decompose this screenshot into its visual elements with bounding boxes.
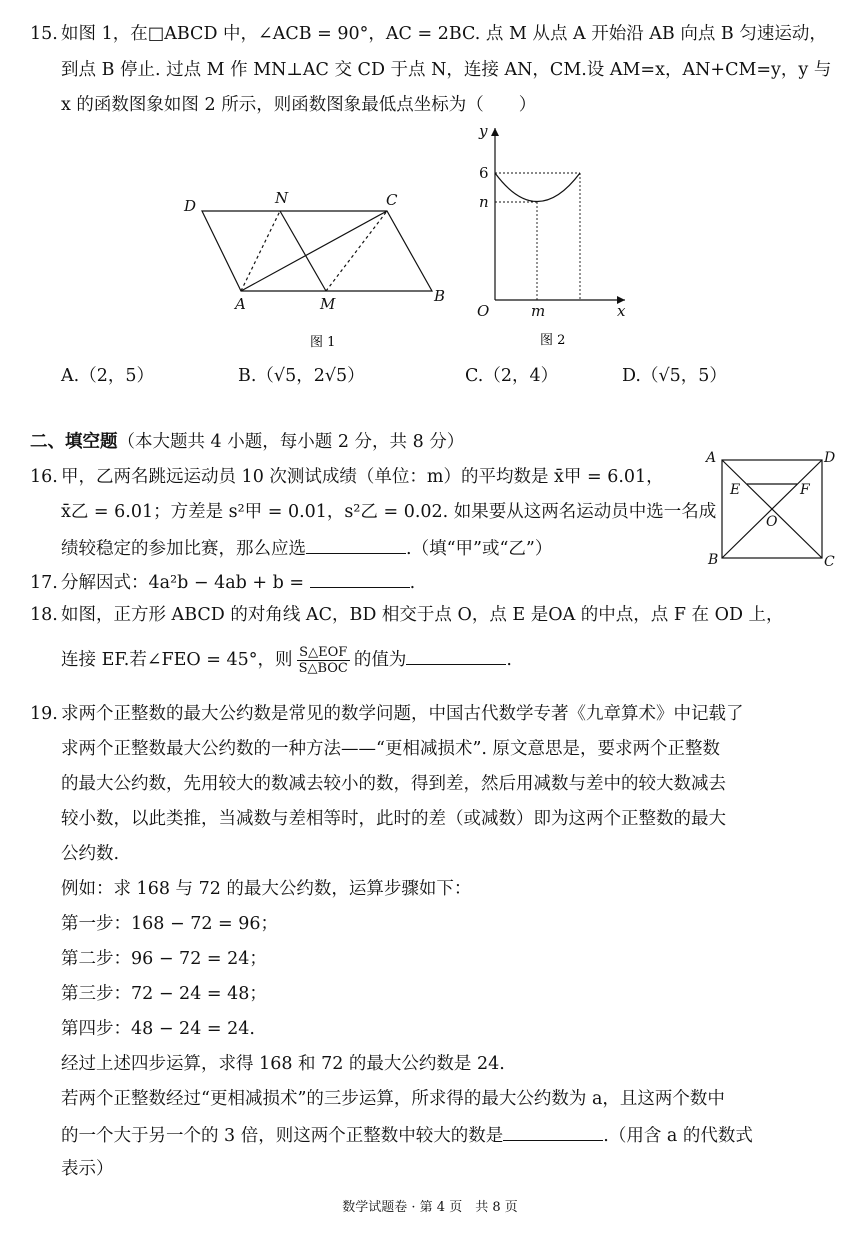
section-2-title: 二、填空题 (30, 432, 118, 452)
label-n-axis: n (479, 193, 489, 211)
q19-line-11: 若两个正整数经过“更相减损术”的三步运算，所求得的最大公约数为 a，且这两个数中 (61, 1089, 725, 1109)
label-origin: O (477, 302, 490, 320)
segment-cm (326, 211, 387, 291)
q19-line-6: 第一步：168 − 72 = 96； (61, 914, 279, 934)
figure-1-parallelogram (180, 185, 460, 355)
section-2-desc: （本大题共 4 小题，每小题 2 分，共 8 分） (117, 432, 465, 452)
parallelogram-abcd (202, 211, 432, 291)
q19-line-13: 表示） (61, 1159, 114, 1179)
figure-2-caption: 图 2 (540, 333, 566, 348)
q18-line2: 连接 EF.若∠FEO = 45°，则 $\frac{\text{S△EOF}}{\text{S△BOC}}$ 的值为 . (61, 645, 512, 676)
label-d: D (184, 197, 197, 215)
q18-answer-blank[interactable] (406, 646, 506, 665)
q15-option-b[interactable]: B.（√5，2√5） (238, 366, 365, 386)
label-six: 6 (479, 164, 489, 182)
function-curve (495, 173, 580, 202)
q19-line-2: 的最大公约数，先用较大的数减去较小的数，得到差，然后用减数与差中的较大数减去 (61, 774, 726, 794)
q16-number: 16. (30, 467, 58, 487)
label-b: B (434, 287, 446, 305)
q19-line-8: 第三步：72 − 24 = 48； (61, 984, 267, 1004)
sq-label-d: D (824, 450, 836, 466)
q16-answer-blank[interactable] (306, 535, 406, 554)
q16-line1: 16. 甲，乙两名跳远运动员 10 次测试成绩（单位：m）的平均数是 x̄甲 = 6.01， (30, 467, 664, 487)
q15-line2: 到点 B 停止. 过点 M 作 MN⊥AC 交 CD 于点 N，连接 AN，CM.设 AM=x，AN+CM=y，y 与 (61, 60, 832, 80)
q18-fraction (297, 645, 350, 676)
page-footer: 数学试题卷 · 第 4 页 共 8 页 (342, 1200, 518, 1215)
sq-label-e: E (730, 482, 741, 498)
q16-line3: 绩较稳定的参加比赛，那么应选 .（填“甲”或“乙”） (61, 535, 552, 561)
label-y: y (479, 122, 488, 140)
section-2-heading (30, 430, 464, 454)
figure-square-abcd (700, 448, 845, 573)
label-n: N (275, 189, 289, 207)
q19-line-12: 的一个大于另一个的 3 倍，则这两个正整数中较大的数是 .（用含 a 的代数式 (61, 1122, 753, 1148)
q19-line-3: 较小数，以此类推，当减数与差相等时，此时的差（或减数）即为这两个正整数的最大 (61, 809, 726, 829)
q16-line2: x̄乙 = 6.01；方差是 s²甲 = 0.01，s²乙 = 0.02. 如果要从这两名运动员中选一名成 (61, 502, 717, 522)
label-a: A (235, 295, 246, 313)
q19-line-0: 19. 求两个正整数的最大公约数是常见的数学问题，中国古代数学专著《九章算术》中记载了 (30, 704, 744, 724)
q15-option-a[interactable]: A.（2，5） (61, 366, 154, 386)
sq-label-c: C (824, 554, 835, 570)
q17-line: 17. 分解因式：4a²b − 4ab + b = . (30, 569, 415, 595)
q15-line1: 15. 如图 1，在□ABCD 中，∠ACB = 90°，AC = 2BC. 点 M 从点 A 开始沿 AB 向点 B 匀速运动， (30, 24, 827, 44)
q19-line-5: 例如：求 168 与 72 的最大公约数，运算步骤如下： (61, 879, 472, 899)
q18-number: 18. (30, 605, 58, 625)
q15-line3: x 的函数图象如图 2 所示，则函数图象最低点坐标为（ ） (61, 95, 537, 115)
q17-answer-blank[interactable] (310, 569, 410, 588)
figure-1-caption: 图 1 (310, 335, 336, 350)
label-m: M (320, 295, 336, 313)
y-axis-arrow (491, 128, 499, 136)
fraction-denominator: S△BOC (298, 661, 348, 676)
label-c: C (386, 191, 398, 209)
q19-line-10: 经过上述四步运算，求得 168 和 72 的最大公约数是 24. (61, 1054, 505, 1074)
q18-line1: 18. 如图，正方形 ABCD 的对角线 AC，BD 相交于点 O，点 E 是OA 的中点，点 F 在 OD 上， (30, 605, 784, 625)
label-x: x (617, 302, 626, 320)
q15-number: 15. (30, 24, 58, 44)
segment-mn (280, 211, 326, 291)
q19-line-7: 第二步：96 − 72 = 24； (61, 949, 267, 969)
q15-option-d[interactable]: D.（√5，5） (622, 366, 727, 386)
q15-option-c[interactable]: C.（2，4） (465, 366, 559, 386)
q19-line-1: 求两个正整数最大公约数的一种方法——“更相减损术”. 原文意思是，要求两个正整数 (61, 739, 721, 759)
figure-2-graph (465, 120, 640, 355)
sq-label-f: F (800, 482, 810, 498)
sq-label-b: B (708, 552, 719, 568)
q17-number: 17. (30, 573, 58, 593)
diagonal-ac (241, 211, 387, 291)
q19-number: 19. (30, 704, 58, 724)
label-m-axis: m (531, 302, 546, 320)
q19-line-4: 公约数. (61, 844, 120, 864)
segment-an (241, 211, 280, 291)
q19-answer-blank[interactable] (503, 1122, 603, 1141)
sq-label-a: A (706, 450, 717, 466)
sq-label-o: O (766, 514, 778, 530)
q19-line-9: 第四步：48 − 24 = 24. (61, 1019, 255, 1039)
fraction-numerator: S△EOF (297, 645, 350, 661)
